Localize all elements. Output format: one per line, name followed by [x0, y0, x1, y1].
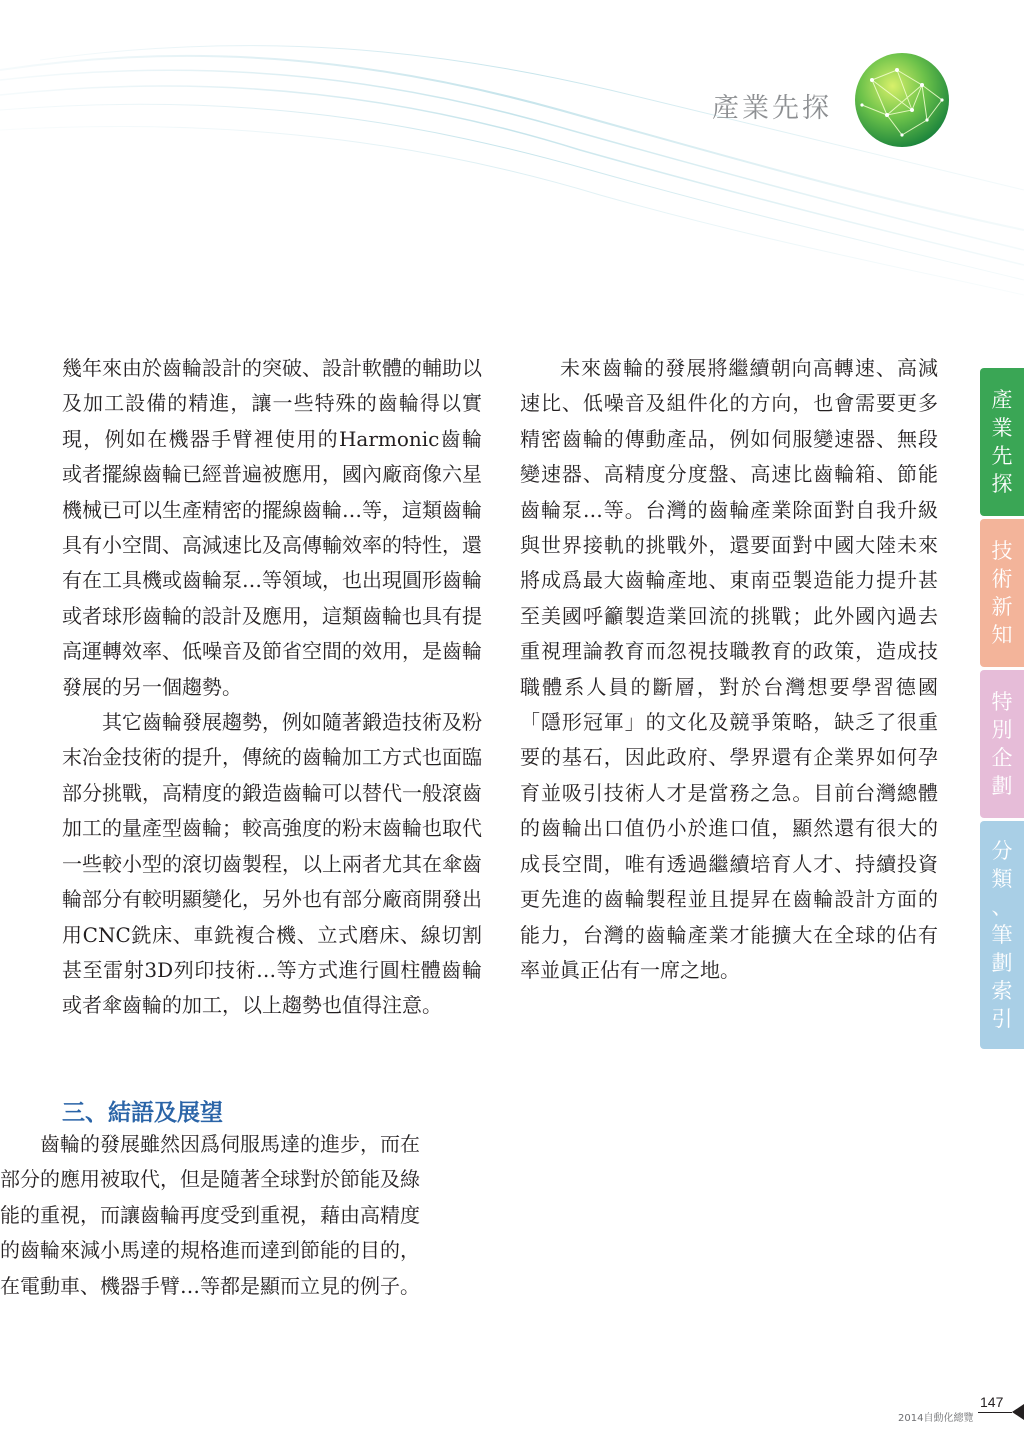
side-tab-char: 筆 — [991, 923, 1013, 947]
paragraph-conclusion: 齒輪的發展雖然因爲伺服馬達的進步，而在部分的應用被取代，但是隨著全球對於節能及綠能的重視，而讓齒輪再度受到重視，藉由高精度的齒輪來減小馬達的規格進而達到節能的目的，在電動車、機器手臂…等都是顯而立見的例子。 — [0, 1132, 420, 1298]
conclusion-column — [0, 1127, 420, 1304]
footer-corner-mark-icon — [1012, 1404, 1024, 1420]
side-tab-char: 劃 — [991, 774, 1013, 798]
side-tab-char: 探 — [991, 472, 1013, 496]
section-heading: 三、結語及展望 — [62, 1100, 223, 1126]
side-tab-char: 引 — [991, 1007, 1013, 1031]
section-title: 產業先探 — [712, 93, 832, 124]
side-tab-char: 知 — [991, 623, 1013, 647]
paragraph-other-trends: 其它齒輪發展趨勢，例如隨著鍛造技術及粉末冶金技術的提升，傳統的齒輪加工方式也面臨部分挑戰，高精度的鍛造齒輪可以替代一般滾齒加工的量產型齒輪；較高強度的粉末齒輪也取代一些較小型的滾切齒製程，以上兩者尤其在傘齒輪部分有較明顯變化，另外也有部分廠商開發出用CNC銑床、車銑複合機、立式磨床、線切割甚至雷射3D列印技術…等方式進行圓柱體齒輪或者傘齒輪的加工，以上趨勢也值得注意。 — [62, 710, 482, 1018]
side-tab-industry-explore[interactable] — [980, 368, 1024, 516]
side-tab-char: 索 — [991, 979, 1013, 1003]
side-tab-char: 產 — [991, 388, 1013, 412]
left-column — [62, 351, 482, 1024]
header-wave-decoration — [0, 0, 1024, 300]
side-tab-char: 術 — [991, 567, 1013, 591]
side-tab-category-index[interactable] — [980, 821, 1024, 1049]
side-tab-char: 分 — [991, 839, 1013, 863]
footer-publication: 2014自動化總覽 — [898, 1413, 974, 1424]
side-tab-char: 先 — [991, 444, 1013, 468]
side-tab-special-feature[interactable] — [980, 670, 1024, 818]
side-tab-char: 特 — [991, 690, 1013, 714]
side-tab-char: 、 — [991, 895, 1013, 919]
side-tab-char: 別 — [991, 718, 1013, 742]
side-tab-char: 業 — [991, 416, 1013, 440]
right-column — [520, 351, 938, 988]
side-tab-tech-knowledge[interactable] — [980, 519, 1024, 667]
side-tab-char: 類 — [991, 867, 1013, 891]
footer-rule — [978, 1412, 1012, 1413]
side-tab-char: 企 — [991, 746, 1013, 770]
side-navigation-tabs — [980, 368, 1024, 1052]
side-tab-char: 劃 — [991, 951, 1013, 975]
paragraph-gear-design: 幾年來由於齒輪設計的突破、設計軟體的輔助以及加工設備的精進，讓一些特殊的齒輪得以實現，例如在機器手臂裡使用的Harmonic齒輪或者擺線齒輪已經普遍被應用，國內廠商像六星機械已可以生產精密的擺線齒輪…等，這類齒輪具有小空間、高減速比及高傳輸效率的特性，還有在工具機或齒輪泵…等領域，也出現圓形齒輪或者球形齒輪的設計及應用，這類齒輪也具有提高運轉效率、低噪音及節省空間的效用，是齒輪發展的另一個趨勢。 — [62, 356, 482, 699]
globe-network-icon — [852, 50, 952, 150]
paragraph-future-outlook: 未來齒輪的發展將繼續朝向高轉速、高減速比、低噪音及組件化的方向，也會需要更多精密齒輪的傳動產品，例如伺服變速器、無段變速器、高精度分度盤、高速比齒輪箱、節能齒輪泵…等。台灣的齒輪產業除面對自我升級與世界接軌的挑戰外，還要面對中國大陸未來將成爲最大齒輪產地、東南亞製造能力提升甚至美國呼籲製造業回流的挑戰；此外國內過去重視理論教育而忽視技職教育的政策，造成技職體系人員的斷層，對於台灣想要學習德國「隱形冠軍」的文化及競爭策略，缺乏了很重要的基石，因此政府、學界還有企業界如何孕育並吸引技術人才是當務之急。目前台灣總體的齒輪出口值仍小於進口值，顯然還有很大的成長空間，唯有透過繼續培育人才、持續投資更先進的齒輪製程並且提昇在齒輪設計方面的能力，台灣的齒輪產業才能擴大在全球的佔有率並眞正佔有一席之地。 — [520, 356, 938, 982]
side-tab-char: 技 — [991, 539, 1013, 563]
side-tab-char: 新 — [991, 595, 1013, 619]
page-number: 147 — [980, 1394, 1004, 1410]
